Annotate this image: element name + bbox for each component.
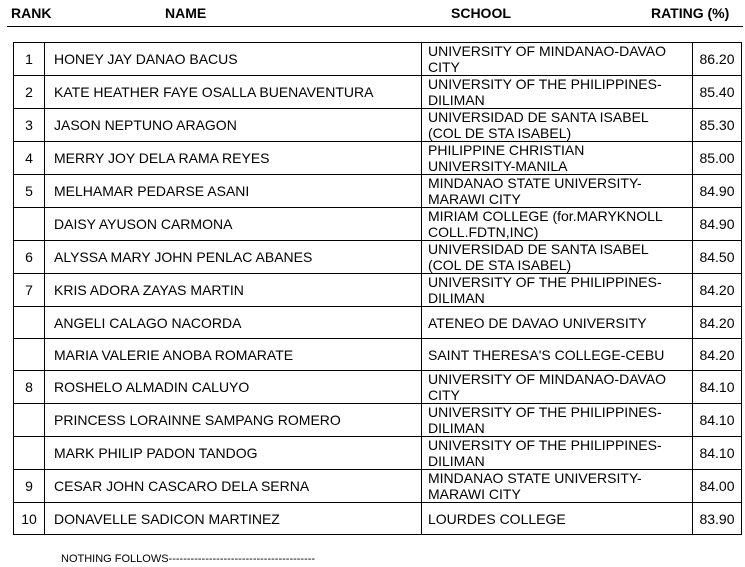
school-line-2: CITY: [428, 387, 460, 403]
table-row: [14, 404, 742, 437]
rating-cell: 84.10: [693, 404, 742, 437]
table-row: [14, 208, 742, 241]
rank-cell: 6: [14, 241, 45, 274]
school-line-1: UNIVERSITY OF MINDANAO-DAVAO: [428, 43, 667, 59]
school-column-header: SCHOOL: [451, 5, 511, 21]
school-line-2: DILIMAN: [428, 290, 485, 306]
rating-cell: 84.20: [693, 307, 742, 339]
school-line-1: UNIVERSIDAD DE SANTA ISABEL: [428, 241, 649, 257]
table-row: [14, 109, 742, 142]
rank-column-header: RANK: [11, 5, 52, 21]
table-row: [14, 437, 742, 470]
table-row: [14, 76, 742, 109]
rating-cell: 86.20: [693, 43, 742, 76]
name-cell: DAISY AYUSON CARMONA: [45, 208, 422, 241]
school-line-1: UNIVERSITY OF THE PHILIPPINES-: [428, 76, 662, 92]
school-line-2: (COL DE STA ISABEL): [428, 125, 572, 141]
school-line-1: MINDANAO STATE UNIVERSITY-: [428, 175, 642, 191]
school-line-1: UNIVERSITY OF THE PHILIPPINES-: [428, 274, 662, 290]
rating-cell: 85.40: [693, 76, 742, 109]
table-row: [14, 142, 742, 175]
school-cell: [422, 371, 693, 404]
school-line-1: UNIVERSIDAD DE SANTA ISABEL: [428, 109, 649, 125]
rank-cell: 8: [14, 371, 45, 404]
name-cell: ANGELI CALAGO NACORDA: [45, 307, 422, 339]
school-cell: [422, 208, 693, 241]
name-cell: MELHAMAR PEDARSE ASANI: [45, 175, 422, 208]
school-line-2: (COL DE STA ISABEL): [428, 257, 572, 273]
rank-cell: 7: [14, 274, 45, 307]
school-line-2: UNIVERSITY-MANILA: [428, 158, 568, 174]
name-cell: KATE HEATHER FAYE OSALLA BUENAVENTURA: [45, 76, 422, 109]
school-cell: SAINT THERESA'S COLLEGE-CEBU: [422, 339, 693, 371]
rating-cell: 85.30: [693, 109, 742, 142]
school-line-2: DILIMAN: [428, 420, 485, 436]
rating-cell: 83.90: [693, 503, 742, 535]
school-cell: [422, 241, 693, 274]
table-row: [14, 339, 742, 371]
table-header: [0, 0, 745, 26]
rank-cell: [14, 307, 45, 339]
school-cell: [422, 43, 693, 76]
header-divider: [7, 26, 743, 27]
rank-cell: [14, 339, 45, 371]
school-cell: [422, 470, 693, 503]
rating-cell: 85.00: [693, 142, 742, 175]
table-row: [14, 43, 742, 76]
rank-cell: [14, 437, 45, 470]
school-cell: [422, 76, 693, 109]
school-cell: [422, 142, 693, 175]
school-cell: [422, 437, 693, 470]
name-cell: MARK PHILIP PADON TANDOG: [45, 437, 422, 470]
rank-cell: 3: [14, 109, 45, 142]
name-cell: MARIA VALERIE ANOBA ROMARATE: [45, 339, 422, 371]
rating-cell: 84.00: [693, 470, 742, 503]
rating-cell: 84.50: [693, 241, 742, 274]
school-line-2: COLL.FDTN,INC): [428, 224, 539, 240]
school-cell: [422, 109, 693, 142]
name-cell: ROSHELO ALMADIN CALUYO: [45, 371, 422, 404]
table-row: [14, 241, 742, 274]
school-line-1: PHILIPPINE CHRISTIAN: [428, 142, 585, 158]
rank-cell: 10: [14, 503, 45, 535]
school-cell: LOURDES COLLEGE: [422, 503, 693, 535]
name-cell: PRINCESS LORAINNE SAMPANG ROMERO: [45, 404, 422, 437]
rank-cell: 4: [14, 142, 45, 175]
rating-cell: 84.20: [693, 274, 742, 307]
table-row: [14, 503, 742, 535]
rank-cell: 9: [14, 470, 45, 503]
school-line-1: MINDANAO STATE UNIVERSITY-: [428, 470, 642, 486]
rating-column-header: RATING (%): [651, 5, 730, 21]
school-line-2: DILIMAN: [428, 92, 485, 108]
school-line-2: CITY: [428, 59, 460, 75]
school-cell: ATENEO DE DAVAO UNIVERSITY: [422, 307, 693, 339]
school-line-1: UNIVERSITY OF THE PHILIPPINES-: [428, 404, 662, 420]
rating-cell: 84.10: [693, 437, 742, 470]
name-column-header: NAME: [165, 5, 207, 21]
name-cell: MERRY JOY DELA RAMA REYES: [45, 142, 422, 175]
school-line-1: MIRIAM COLLEGE (for.MARYKNOLL: [428, 208, 663, 224]
rating-cell: 84.90: [693, 208, 742, 241]
name-cell: JASON NEPTUNO ARAGON: [45, 109, 422, 142]
table-row: [14, 307, 742, 339]
rank-cell: 1: [14, 43, 45, 76]
table-row: [14, 470, 742, 503]
rank-cell: [14, 208, 45, 241]
rating-cell: 84.10: [693, 371, 742, 404]
name-cell: KRIS ADORA ZAYAS MARTIN: [45, 274, 422, 307]
rating-cell: 84.20: [693, 339, 742, 371]
name-cell: HONEY JAY DANAO BACUS: [45, 43, 422, 76]
table-row: [14, 175, 742, 208]
school-cell: [422, 274, 693, 307]
table-row: [14, 371, 742, 404]
table-row: [14, 274, 742, 307]
school-line-2: MARAWI CITY: [428, 191, 521, 207]
rank-cell: 5: [14, 175, 45, 208]
school-line-1: UNIVERSITY OF THE PHILIPPINES-: [428, 437, 662, 453]
nothing-follows-note: NOTHING FOLLOWS----------------------------------------: [61, 553, 316, 565]
school-line-1: UNIVERSITY OF MINDANAO-DAVAO: [428, 371, 667, 387]
school-line-2: MARAWI CITY: [428, 486, 521, 502]
school-cell: [422, 404, 693, 437]
name-cell: ALYSSA MARY JOHN PENLAC ABANES: [45, 241, 422, 274]
school-cell: [422, 175, 693, 208]
rating-cell: 84.90: [693, 175, 742, 208]
rank-cell: [14, 404, 45, 437]
results-table: [13, 42, 742, 535]
name-cell: CESAR JOHN CASCARO DELA SERNA: [45, 470, 422, 503]
school-line-2: DILIMAN: [428, 453, 485, 469]
name-cell: DONAVELLE SADICON MARTINEZ: [45, 503, 422, 535]
rank-cell: 2: [14, 76, 45, 109]
